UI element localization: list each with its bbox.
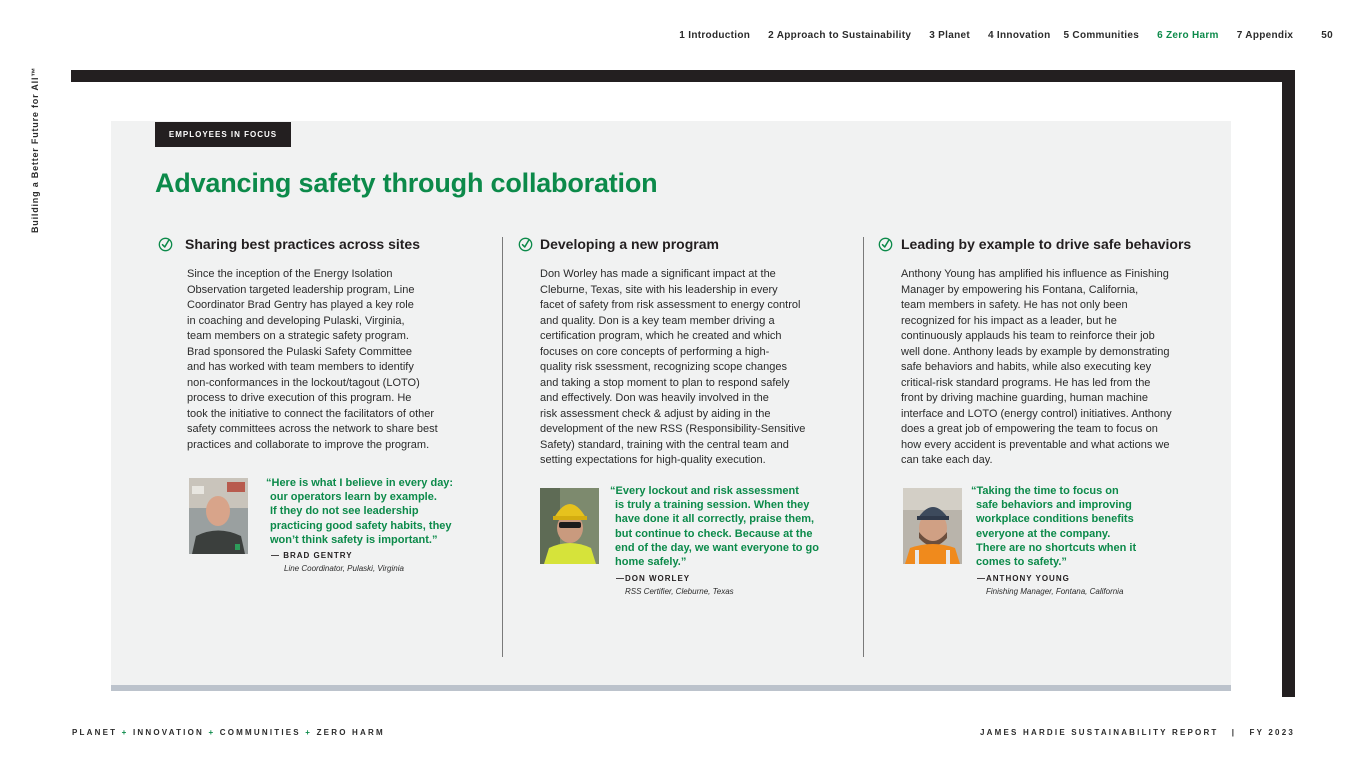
column-heading-row	[158, 236, 478, 252]
attribution-role: RSS Certifier, Cleburne, Texas	[625, 587, 734, 596]
column-heading: Leading by example to drive safe behaviors	[901, 236, 1192, 252]
nav-communities[interactable]: 5 Communities	[1063, 30, 1140, 41]
body-line: non-conformances in the lockout/tagout (LOTO)	[187, 376, 420, 389]
body-line: recognized for his impact as a leader, but he	[901, 314, 1117, 327]
body-line: process to drive execution of this program. He	[187, 392, 412, 404]
portrait-brad-gentry	[189, 478, 248, 554]
body-line: Safety) standard, training with the central team and	[540, 438, 789, 451]
body-line: team members on a strategic safety program.	[187, 330, 409, 342]
quote-line: If they do not see leadership	[270, 505, 419, 518]
quote-don-worley	[610, 484, 819, 569]
portrait-don-worley	[540, 488, 599, 564]
quote-brad-gentry	[266, 476, 453, 547]
body-line: Coordinator Brad Gentry has played a key role	[187, 299, 414, 311]
body-line: focuses on core concepts of performing a high-	[540, 345, 770, 358]
person-photo-icon	[189, 478, 248, 554]
body-line: critical-risk standard programs. He has led from the	[901, 376, 1151, 389]
body-line: how every accident is preventable and what actions we	[901, 438, 1170, 451]
body-line: development of the new RSS (Responsibility-Sensitive	[540, 423, 806, 435]
column-body	[901, 267, 1223, 469]
body-line: in coaching and developing Pulaski, Virginia,	[187, 314, 405, 327]
attribution-role: Line Coordinator, Pulaski, Virginia	[284, 564, 404, 573]
column-leading-by-example	[878, 236, 1223, 469]
body-line: and has worked with team members to identify	[187, 361, 414, 373]
column-sharing-best-practices	[158, 236, 478, 453]
page-title: Advancing safety through collaboration	[155, 168, 658, 198]
footer-innovation: INNOVATION	[132, 728, 204, 737]
body-line: well done. Anthony leads by example by demonstrating	[901, 345, 1170, 358]
body-line: safe behaviors and habits, while also executing key	[901, 361, 1152, 373]
quote-line: but continue to check. Because at the	[615, 527, 813, 540]
footer-report-title: JAMES HARDIE SUSTAINABILITY REPORT | FY 2023	[980, 728, 1295, 737]
body-line: setting expectations for high-quality execution.	[540, 454, 766, 466]
column-developing-new-program	[518, 236, 853, 469]
quote-line: is truly a training session. When they	[615, 499, 810, 512]
quote-line: workplace conditions benefits	[976, 513, 1134, 526]
section-tag: EMPLOYEES IN FOCUS	[155, 122, 291, 147]
body-line: can take each day.	[901, 454, 993, 466]
body-line: continuously applauds his team to reinforce their job	[901, 330, 1155, 342]
column-body	[540, 267, 853, 469]
frame-bar-top	[71, 70, 1295, 82]
quote-line: home safely.”	[615, 556, 687, 569]
footer-separator: +	[208, 728, 216, 737]
column-heading: Sharing best practices across sites	[185, 236, 420, 252]
body-line: facet of safety from risk assessment to energy control	[540, 299, 801, 311]
body-line: Cleburne, Texas, site with his leadership in every	[540, 283, 778, 296]
quote-line: our operators learn by example.	[270, 491, 437, 504]
quote-line: “Every lockout and risk assessment	[610, 485, 799, 497]
content-panel-edge	[111, 685, 1231, 691]
column-heading-row	[518, 236, 853, 252]
body-line: quality risk ssessment, recognizing scope changes	[540, 361, 788, 373]
body-line: team members in safety. He has not only been	[901, 299, 1128, 311]
body-line: Brad sponsored the Pulaski Safety Committee	[187, 345, 413, 358]
quote-line: practicing good safety habits, they	[270, 519, 452, 532]
body-line: does a great job of empowering the team to focus on	[901, 423, 1158, 435]
page-number: 50	[1321, 30, 1333, 41]
nav-innovation[interactable]: 4 Innovation	[987, 30, 1051, 41]
body-line: and effectively. Don was heavily involved in the	[540, 392, 769, 404]
body-line: Observation targeted leadership program, Line	[187, 283, 415, 296]
column-body	[187, 267, 478, 453]
nav-appendix[interactable]: 7 Appendix	[1236, 30, 1294, 41]
body-line: interface and LOTO (energy control) initiatives. Anthony	[901, 407, 1172, 420]
quote-line: end of the day, we want everyone to go	[615, 541, 819, 554]
column-divider	[502, 237, 503, 657]
quote-line: have done it all correctly, praise them,	[615, 513, 815, 526]
check-circle-icon	[158, 237, 173, 252]
body-line: Don Worley has made a significant impact at the	[540, 268, 776, 280]
body-line: and quality. Don is a key team member driving a	[540, 314, 775, 327]
footer-separator: +	[121, 728, 129, 737]
body-line: safety committees across the network to share best	[187, 423, 438, 435]
nav-planet[interactable]: 3 Planet	[929, 30, 970, 41]
quote-line: comes to safety.”	[976, 556, 1067, 569]
column-divider	[863, 237, 864, 657]
body-line: front by driving machine guarding, human machine	[901, 392, 1149, 404]
body-line: Anthony Young has amplified his influence as Finishing	[901, 268, 1169, 280]
quote-line: safe behaviors and improving	[976, 499, 1132, 512]
footer-zero-harm: ZERO HARM	[316, 728, 385, 737]
body-line: Manager by empowering his Fontana, California,	[901, 283, 1139, 296]
person-photo-icon	[540, 488, 599, 564]
body-line: took the initiative to connect the facilitators of other	[187, 407, 435, 420]
person-photo-icon	[903, 488, 962, 564]
top-navigation	[679, 30, 1333, 41]
body-line: risk assessment check & adjust by aiding in the	[540, 407, 771, 420]
quote-line: everyone at the company.	[976, 527, 1111, 540]
footer-communities: COMMUNITIES	[219, 728, 301, 737]
column-heading: Developing a new program	[540, 236, 719, 252]
quote-line: “Taking the time to focus on	[971, 485, 1119, 497]
column-heading-row	[878, 236, 1223, 252]
body-line: certification program, which he created and which	[540, 330, 782, 342]
nav-introduction[interactable]: 1 Introduction	[679, 30, 751, 41]
body-line: practices and collaborate to improve the program.	[187, 438, 430, 451]
footer-planet: PLANET	[72, 728, 118, 737]
side-tagline: Building a Better Future for All™	[30, 66, 40, 233]
nav-approach-to-sustainability[interactable]: 2 Approach to Sustainability	[768, 30, 912, 41]
body-line: Since the inception of the Energy Isolation	[187, 268, 393, 280]
footer-sections	[72, 728, 385, 737]
frame-bar-right	[1282, 70, 1295, 697]
portrait-anthony-young	[903, 488, 962, 564]
body-line: and taking a stop moment to plan to respond safely	[540, 376, 790, 389]
attribution-name: —DON WORLEY	[616, 574, 691, 583]
check-circle-icon	[878, 237, 893, 252]
quote-anthony-young	[971, 484, 1136, 569]
quote-line: won’t think safety is important.”	[270, 533, 438, 546]
attribution-name: —ANTHONY YOUNG	[977, 574, 1070, 583]
nav-zero-harm[interactable]: 6 Zero Harm	[1157, 30, 1219, 41]
footer-separator: +	[305, 728, 313, 737]
attribution-role: Finishing Manager, Fontana, California	[986, 587, 1124, 596]
check-circle-icon	[518, 237, 533, 252]
attribution-name: — BRAD GENTRY	[271, 551, 353, 560]
quote-line: There are no shortcuts when it	[976, 541, 1137, 554]
quote-line: “Here is what I believe in every day:	[266, 477, 454, 489]
